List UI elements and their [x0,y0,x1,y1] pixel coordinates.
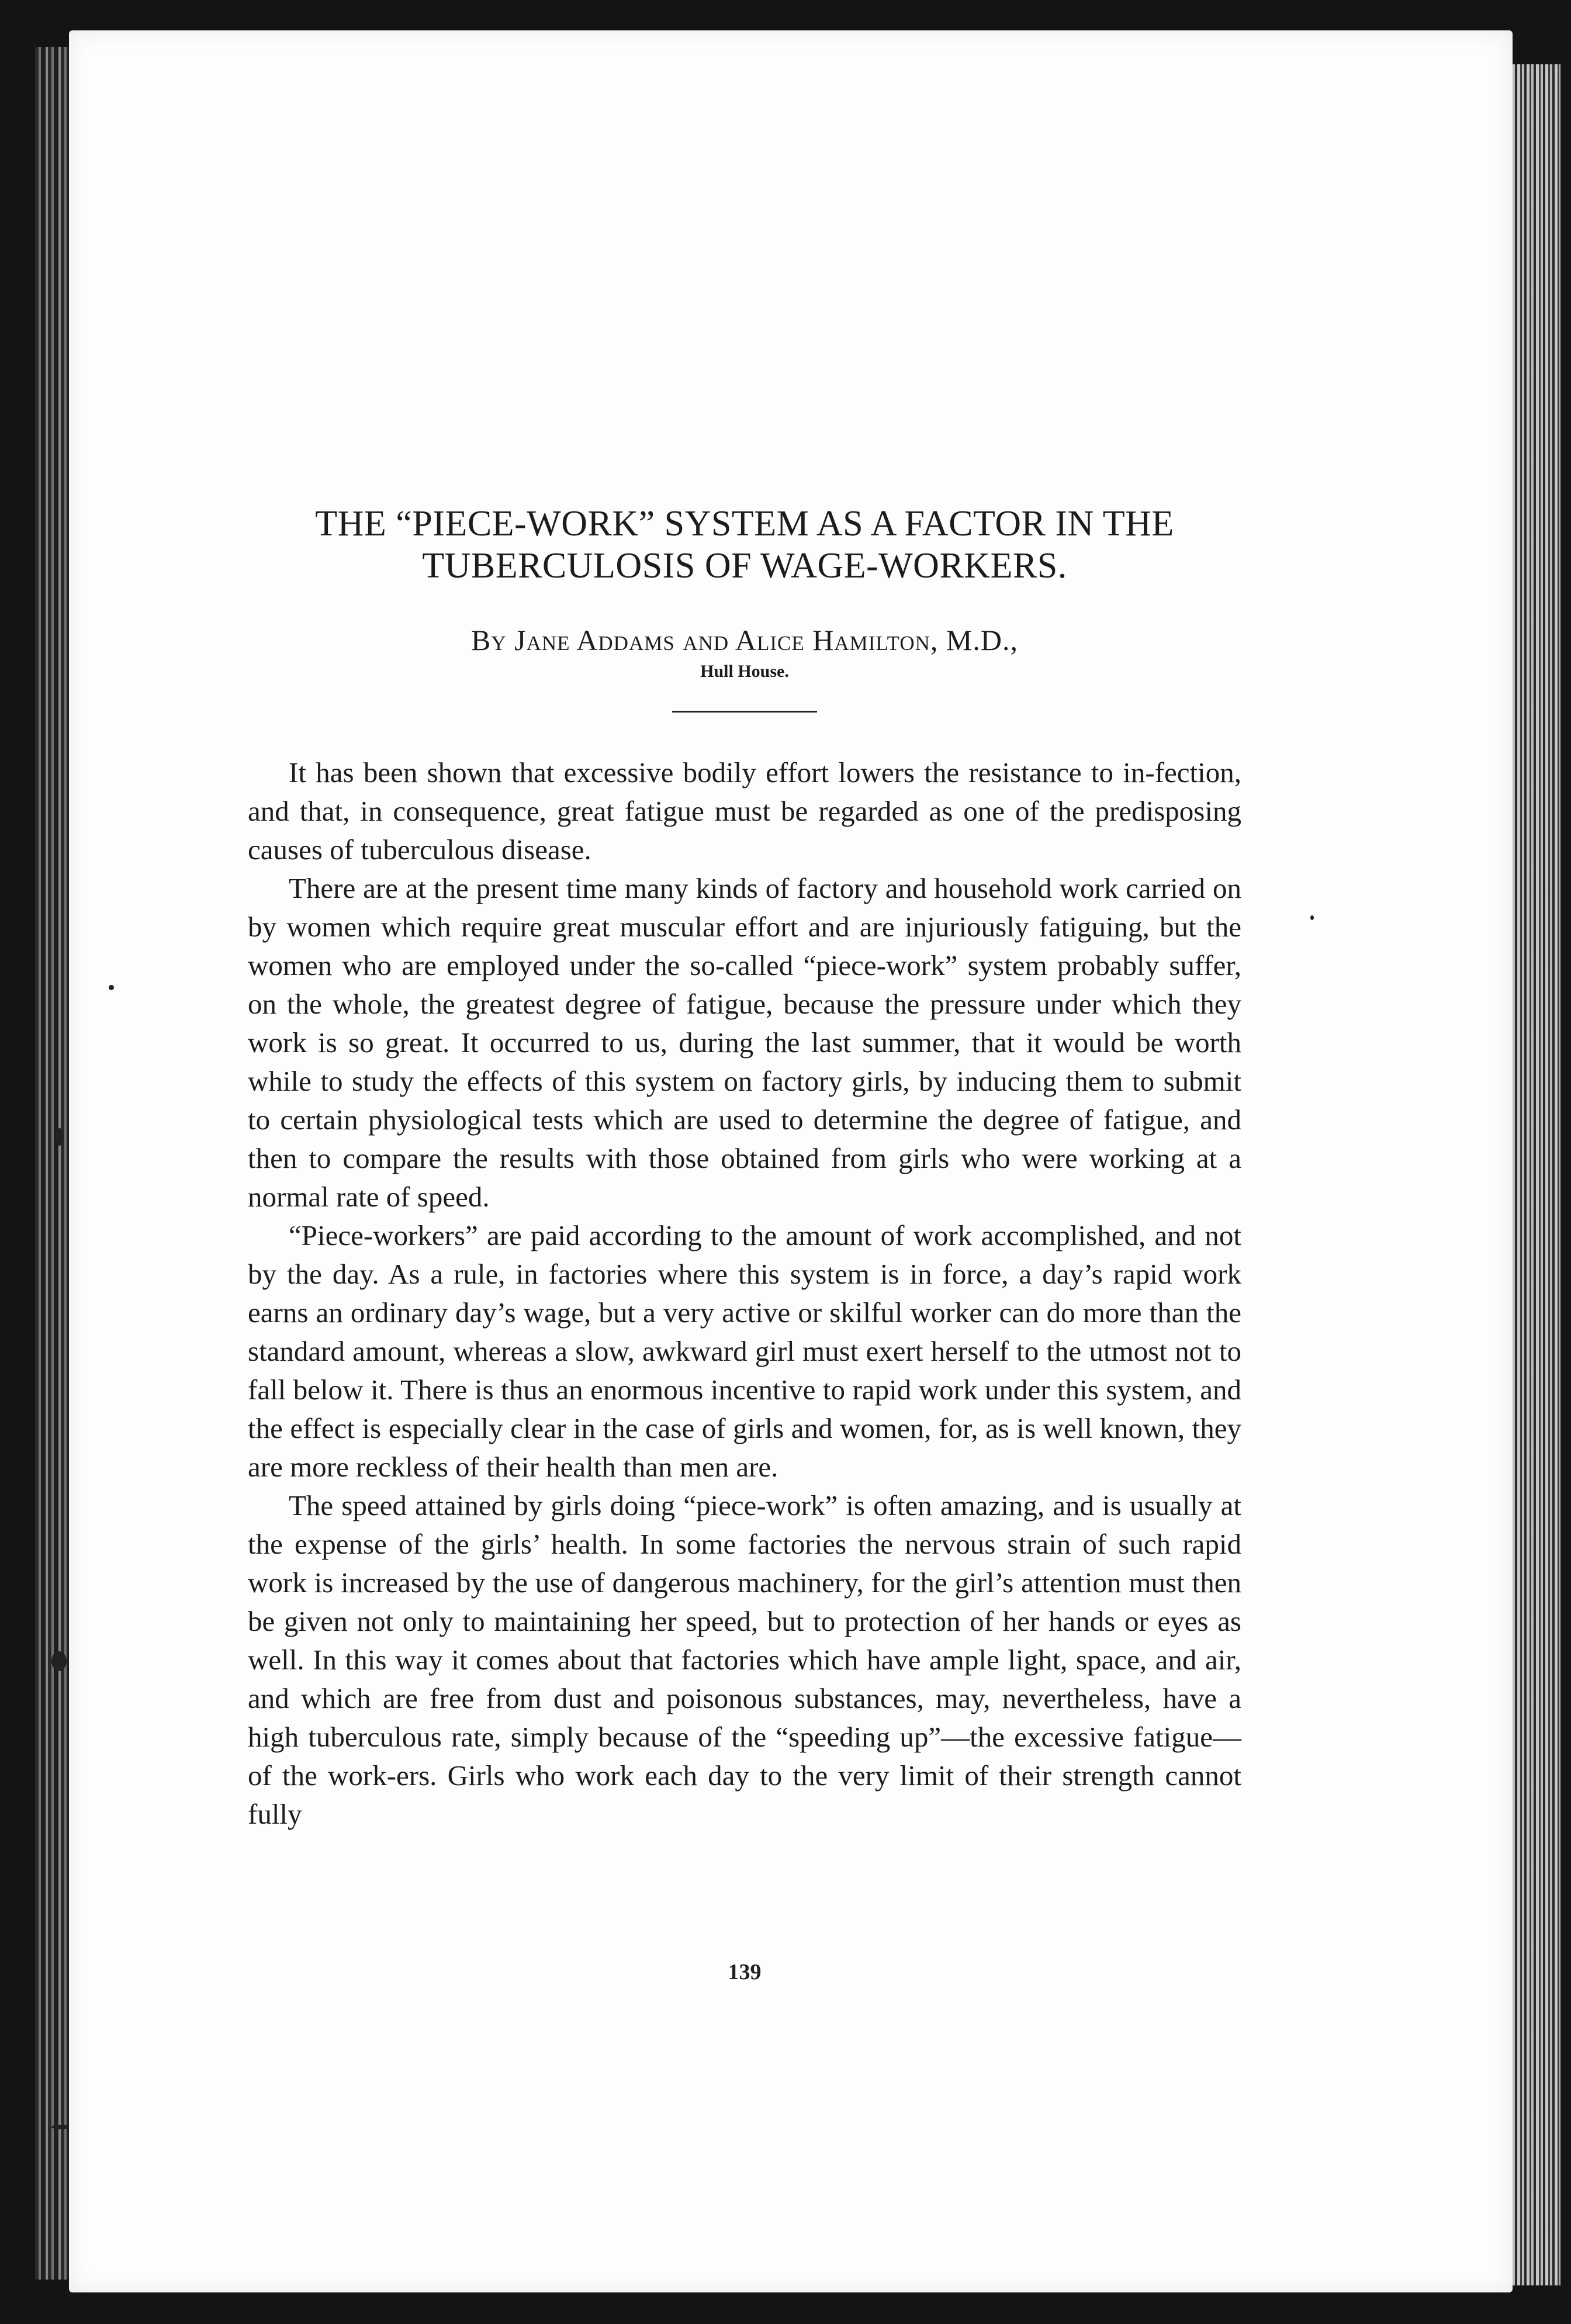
scan-speck [1310,915,1314,920]
paragraph-4: The speed attained by girls doing “piece-work” is often amazing, and is usually at the expense of the girls’ health. In some factories the nervous strain of such rapid work is increased by the use of dangerous machinery, for the girl’s attention must then be given not only to maintaining her speed, but to protection of her hands or eyes as well. In this way it comes about that factories which have ample light, space, and air, and which are free from dust and poisonous substances, may, nevertheless, have a high tuberculous rate, simply because of the “speeding up”—the excessive fatigue—of the work-ers. Girls who work each day to the very limit of their strength cannot fully [248,1489,1241,1830]
scan-speck [51,2125,69,2129]
paragraph-1: It has been shown that excessive bodily effort lowers the resistance to in-fection, and that, in consequence, great fatigue must be regarded as one of the predisposing causes of tuberculous disease. [248,756,1241,866]
page-number: 139 [728,1960,762,1984]
title-line-2: TUBERCULOSIS OF WAGE-WORKERS. [422,546,1067,586]
article-title [248,503,1241,587]
affiliation: Hull House. [700,662,789,681]
scan-speck [51,1651,67,1671]
scan-speck [56,1128,64,1146]
article-body [248,753,1241,1834]
scan-speck [109,985,114,990]
paragraph-3: “Piece-workers” are paid according to the amount of work accomplished, and not by the day. As a rule, in factories where this system is in force, a day’s rapid work earns an ordinary day’s wage, but a very active or skilful worker can do more than the standard amount, whereas a slow, awkward girl must exert herself to the utmost not to fall below it. There is thus an enormous incentive to rapid work under this system, and the effect is especially clear in the case of girls and women, for, as is well known, they are more reckless of their health than men are. [248,1219,1241,1483]
title-line-1: THE “PIECE-WORK” SYSTEM AS A FACTOR IN THE [315,504,1174,544]
article [248,503,1241,1834]
byline: By Jane Addams and Alice Hamilton, M.D., [471,624,1018,656]
paragraph-2: There are at the present time many kinds of factory and household work carried on by women which require great muscular effort and are injuriously fatiguing, but the women who are employed under the so-called “piece-work” system probably suffer, on the whole, the greatest degree of fatigue, because the pressure under which they work is so great. It occurred to us, during the last summer, that it would be worth while to study the effects of this system on factory girls, by inducing them to submit to certain physiological tests which are used to determine the degree of fatigue, and then to compare the results with those obtained from girls who were working at a normal rate of speed. [248,872,1241,1213]
title-divider [672,711,817,713]
